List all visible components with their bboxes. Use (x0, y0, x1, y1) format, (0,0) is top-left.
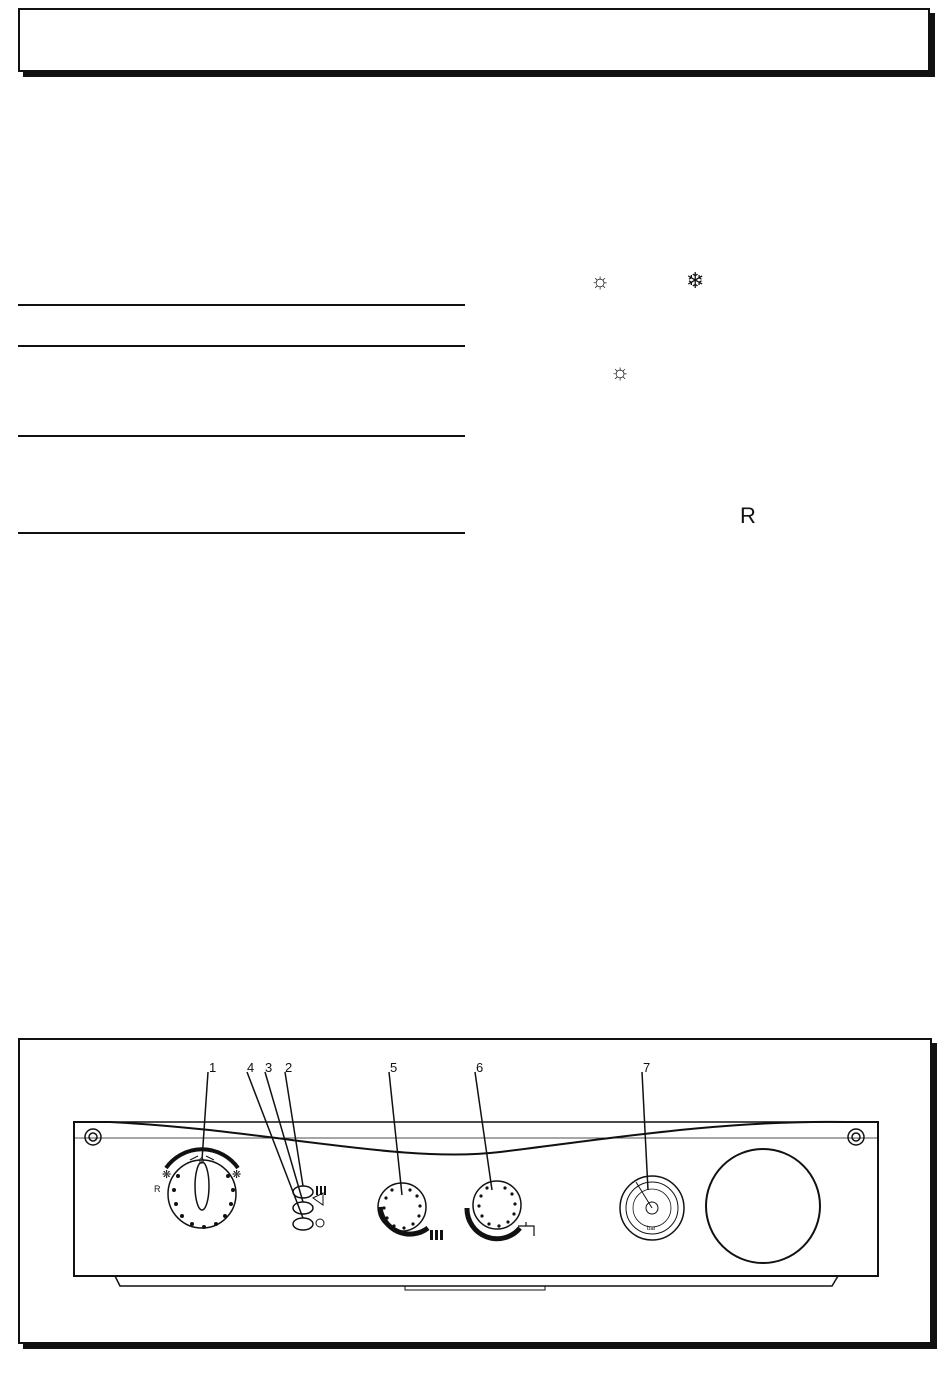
sun-icon: ☼ (590, 268, 611, 293)
dial-zero-label: 0 (199, 1156, 205, 1166)
radiator-icon (430, 1230, 443, 1240)
flame-icon (316, 1186, 326, 1195)
power-icon (316, 1219, 324, 1227)
divider-line-4 (18, 532, 465, 534)
led-fault (293, 1202, 313, 1214)
divider-line-3 (18, 435, 465, 437)
callout-4: 4 (247, 1060, 255, 1075)
callout-2: 2 (285, 1060, 293, 1075)
panel-body-outline (74, 1122, 878, 1276)
reset-letter: R (740, 503, 756, 528)
title-box (18, 8, 930, 72)
hot-water-knob-dots (477, 1186, 516, 1227)
heating-range-arc (380, 1207, 428, 1234)
snowflake-icon: ❄ (686, 268, 705, 293)
dial-reset-label: R (154, 1184, 161, 1194)
dial-right-mark: ❋ (232, 1169, 242, 1181)
dial-left-mark: ❋ (162, 1169, 172, 1181)
gauge-unit-label: bar (647, 1226, 656, 1232)
control-panel-drawing (20, 1040, 930, 1342)
control-panel-diagram (18, 1038, 932, 1344)
led-power (293, 1218, 313, 1230)
screw-icon (85, 1129, 101, 1145)
blank-cover (706, 1149, 820, 1263)
selector-pointer (195, 1162, 209, 1210)
divider-line-1 (18, 304, 465, 306)
callout-6: 6 (476, 1060, 484, 1075)
sun-icon: ☼ (610, 359, 631, 384)
callout-5: 5 (390, 1060, 398, 1075)
callout-3: 3 (265, 1060, 273, 1075)
led-burner (293, 1186, 313, 1198)
callout-1: 1 (209, 1060, 217, 1075)
callout-7: 7 (643, 1060, 651, 1075)
screw-icon (848, 1129, 864, 1145)
panel-lip (115, 1276, 838, 1286)
divider-line-2 (18, 345, 465, 347)
